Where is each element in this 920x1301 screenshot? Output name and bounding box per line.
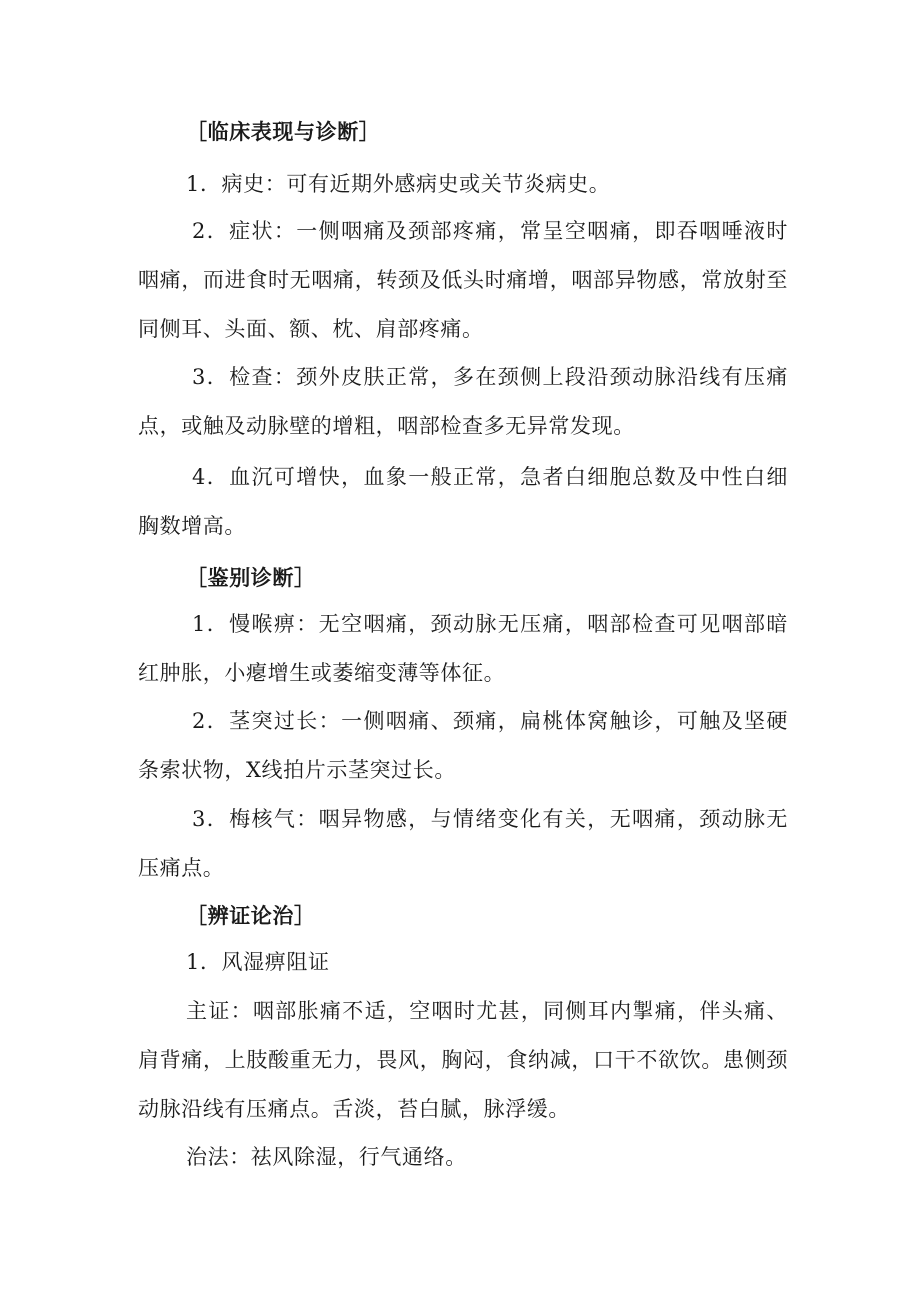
paragraph-styloid-process: 2．茎突过长：一侧咽痛、颈痛，扁桃体窝触诊，可触及坚硬条索状物，X线拍片示茎突过长。: [138, 709, 788, 782]
paragraph-treatment-method: 治法：祛风除湿，行气通络。: [186, 1145, 467, 1169]
paragraph-chronic-pharyngitis: 1．慢喉痹：无空咽痛，颈动脉无压痛，咽部检查可见咽部暗红肿胀，小瘪增生或萎缩变薄等体征。: [138, 612, 788, 685]
paragraph-examination: 3．检查：颈外皮肤正常，多在颈侧上段沿颈动脉沿线有压痛点，或触及动脉壁的增粗，咽部检查多无异常发现。: [138, 365, 788, 438]
paragraph-history: 1．病史：可有近期外感病史或关节炎病史。: [186, 172, 611, 196]
section-heading-treatment: ［辨证论治］: [186, 903, 316, 928]
paragraph-globus: 3．梅核气：咽异物感，与情绪变化有关，无咽痛，颈动脉无压痛点。: [138, 807, 788, 880]
section-heading-clinical: ［临床表现与诊断］: [186, 119, 381, 144]
paragraph-pattern-title: 1．风湿痹阻证: [186, 950, 330, 974]
paragraph-symptoms: 2．症状：一侧咽痛及颈部疼痛，常呈空咽痛，即吞咽唾液时咽痛，而进食时无咽痛，转颈及低头时痛增，咽部异物感，常放射至同侧耳、头面、额、枕、肩部疼痛。: [138, 219, 788, 341]
paragraph-main-symptoms: 主证：咽部胀痛不适，空咽时尤甚，同侧耳内掣痛，伴头痛、肩背痛，上肢酸重无力，畏风，胸闷，食纳减，口干不欲饮。患侧颈动脉沿线有压痛点。舌淡，苔白腻，脉浮缓。: [138, 999, 788, 1121]
section-heading-differential: ［鉴别诊断］: [186, 565, 316, 590]
paragraph-blood-test: 4．血沉可增快，血象一般正常，急者白细胞总数及中性白细胸数增高。: [138, 465, 788, 538]
